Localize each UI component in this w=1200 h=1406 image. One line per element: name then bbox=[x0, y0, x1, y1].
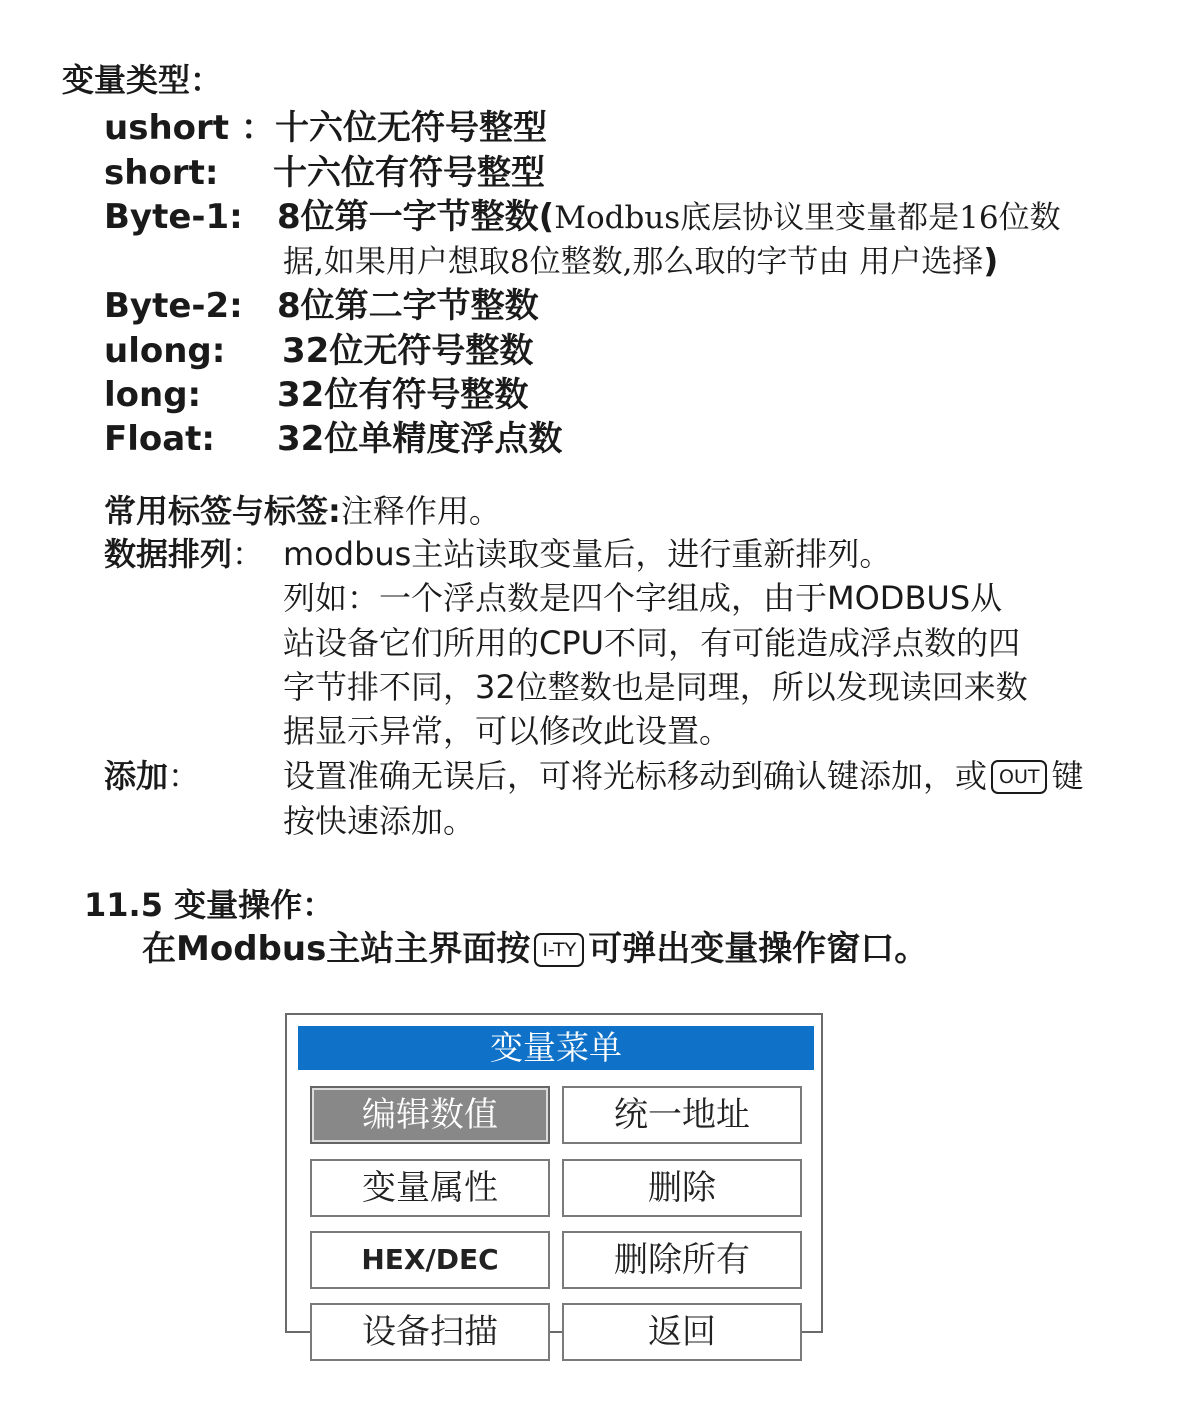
type-desc-byte1 bbox=[277, 197, 1061, 238]
out-key-icon: OUT bbox=[991, 760, 1047, 794]
arrange-label: 数据排列 bbox=[104, 535, 233, 573]
section-line-before: 在Modbus主站主界面按 bbox=[142, 929, 531, 969]
variable-types-heading: 变量类型： bbox=[62, 61, 223, 99]
unify-address-button[interactable]: 统一地址 bbox=[562, 1086, 802, 1144]
section-line bbox=[142, 929, 928, 969]
type-desc-ushort: 十六位无符号整型 bbox=[275, 108, 547, 148]
type-desc-long: 32位有符号整数 bbox=[277, 375, 529, 415]
ity-key-icon: I-TY bbox=[534, 933, 584, 967]
arrange-colon: ： bbox=[232, 535, 265, 573]
edit-value-button[interactable]: 编辑数值 bbox=[310, 1086, 550, 1144]
type-desc-ulong: 32位无符号整数 bbox=[282, 331, 534, 371]
add-line1-text: 设置准确无误后，可将光标移动到确认键添加，或 bbox=[283, 757, 988, 795]
variable-properties-button[interactable]: 变量属性 bbox=[310, 1159, 550, 1217]
variable-menu-window bbox=[285, 1013, 823, 1352]
tags-desc: 注释作用。 bbox=[340, 492, 501, 530]
add-line1-end: 键 bbox=[1051, 757, 1084, 795]
type-key-ulong: ulong: bbox=[104, 331, 226, 371]
back-button[interactable]: 返回 bbox=[562, 1303, 802, 1361]
tags-label: 常用标签与标签: bbox=[104, 492, 341, 530]
type-key-ushort: ushort ： bbox=[104, 108, 275, 148]
menu-title: 变量菜单 bbox=[298, 1026, 814, 1070]
section-line-after: 可弹出变量操作窗口。 bbox=[588, 929, 929, 969]
arrange-line-4: 字节排不同，32位整数也是同理，所以发现读回来数 bbox=[283, 668, 1028, 706]
type-key-short: short: bbox=[104, 153, 219, 193]
delete-button[interactable]: 删除 bbox=[562, 1159, 802, 1217]
type-key-float: Float: bbox=[104, 419, 216, 459]
type-desc-short: 十六位有符号整型 bbox=[273, 153, 545, 193]
add-line-2: 按快速添加。 bbox=[283, 802, 476, 840]
type-key-byte1: Byte-1: bbox=[104, 197, 243, 237]
hex-dec-button[interactable]: HEX/DEC bbox=[310, 1231, 550, 1289]
delete-all-button[interactable]: 删除所有 bbox=[562, 1231, 802, 1289]
type-desc-float: 32位单精度浮点数 bbox=[277, 419, 563, 459]
device-scan-button[interactable]: 设备扫描 bbox=[310, 1303, 550, 1361]
arrange-line-3: 站设备它们所用的CPU不同，有可能造成浮点数的四 bbox=[283, 624, 1021, 662]
add-label: 添加 bbox=[104, 757, 169, 795]
arrange-line-5: 据显示异常，可以修改此设置。 bbox=[283, 712, 732, 750]
add-colon: ： bbox=[168, 757, 201, 795]
add-label-row bbox=[104, 756, 200, 796]
arrange-line-1: modbus主站读取变量后，进行重新排列。 bbox=[283, 535, 892, 573]
arrange-label-row bbox=[104, 534, 264, 574]
byte1-note-line2: 据,如果用户想取8位整数,那么取的字节由 用户选择 bbox=[283, 244, 984, 280]
add-line-1 bbox=[283, 756, 1084, 796]
arrange-line-2: 列如：一个浮点数是四个字组成，由于MODBUS从 bbox=[283, 579, 1003, 617]
tags-row bbox=[104, 491, 501, 531]
type-desc-byte2: 8位第二字节整数 bbox=[277, 286, 539, 326]
byte1-desc-text: 8位第一字节整数( bbox=[277, 197, 555, 237]
type-key-long: long: bbox=[104, 375, 202, 415]
byte1-note-close: ) bbox=[983, 241, 999, 280]
type-key-byte2: Byte-2: bbox=[104, 286, 243, 326]
byte1-note-line2-wrap bbox=[283, 241, 998, 282]
byte1-note-line1: Modbus底层协议里变量都是16位数 bbox=[554, 200, 1061, 236]
section-heading: 11.5 变量操作： bbox=[84, 886, 335, 924]
